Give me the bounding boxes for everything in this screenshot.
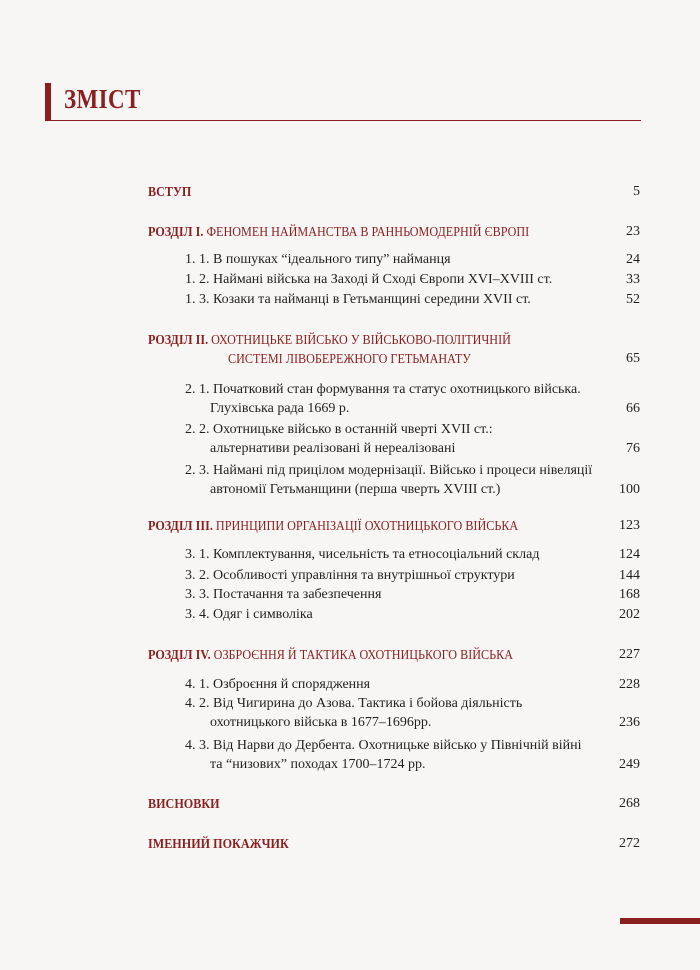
- toc-entry: [0, 694, 700, 714]
- toc-label: 3. 1. Комплектування, чисельність та етносоціальний склад: [185, 547, 540, 562]
- page-title: ЗМІСТ: [64, 84, 141, 114]
- toc-label: ВСТУП: [148, 184, 192, 199]
- toc-entry-line2: [0, 755, 700, 775]
- toc-label: РОЗДІЛ IV. ОЗБРОЄННЯ Й ТАКТИКА ОХОТНИЦЬКОГО ВІЙСЬКА: [148, 647, 513, 662]
- toc-label: ВИСНОВКИ: [148, 796, 220, 811]
- toc-entry: [0, 736, 700, 756]
- toc-page: 202: [619, 607, 640, 622]
- toc-label: 2. 3. Наймані під прицілом модернізації. Військо і процеси нівеляції: [185, 463, 593, 478]
- toc-entry: [0, 566, 700, 586]
- toc-entry-conclusions: [0, 794, 700, 814]
- toc-label: 4. 1. Озброєння й спорядження: [185, 677, 371, 692]
- toc-entry: [0, 585, 700, 605]
- toc-page: 228: [619, 677, 640, 692]
- toc-page: 24: [626, 252, 640, 267]
- toc-label: 2. 2. Охотницьке військо в останній чверті XVII ст.:: [185, 422, 493, 437]
- toc-label: ІМЕННИЙ ПОКАЖЧИК: [148, 836, 289, 851]
- toc-label: та “низових” походах 1700–1724 рр.: [210, 757, 426, 772]
- corner-accent-bar: [620, 918, 700, 924]
- toc-entry: [0, 380, 700, 400]
- toc-page: 52: [626, 292, 640, 307]
- toc-page: 144: [619, 568, 640, 583]
- toc-entry-line2: [0, 399, 700, 419]
- toc-page: 76: [626, 441, 640, 456]
- toc-page: 66: [626, 401, 640, 416]
- toc-entry-intro: [0, 182, 700, 202]
- toc-label: 3. 3. Постачання та забезпечення: [185, 587, 382, 602]
- toc-label: 2. 1. Початковий стан формування та статус охотницького війська.: [185, 382, 581, 397]
- toc-entry-chapter-4: [0, 645, 700, 665]
- toc-entry-index: [0, 834, 700, 854]
- toc-page: 227: [619, 647, 640, 662]
- toc-entry: [0, 675, 700, 695]
- title-accent-bar: [45, 83, 51, 120]
- toc-entry: [0, 290, 700, 310]
- toc-label: альтернативи реалізовані й нереалізовані: [210, 441, 456, 456]
- toc-label: 4. 2. Від Чигирина до Азова. Тактика і бойова діяльність: [185, 696, 523, 711]
- toc-page: 123: [619, 518, 640, 533]
- toc-label: Глухівська рада 1669 р.: [210, 401, 350, 416]
- toc-label: 3. 2. Особливості управління та внутрішньої структури: [185, 568, 515, 583]
- toc-label: СИСТЕМІ ЛІВОБЕРЕЖНОГО ГЕТЬМАНАТУ: [228, 351, 471, 366]
- toc-label: 4. 3. Від Нарви до Дербента. Охотницьке військо у Північній війні: [185, 738, 582, 753]
- toc-entry: [0, 605, 700, 625]
- toc-page: 168: [619, 587, 640, 602]
- toc-page: 124: [619, 547, 640, 562]
- toc-label: автономії Гетьманщини (перша чверть XVIII ст.): [210, 482, 501, 497]
- toc-page: 23: [626, 224, 640, 239]
- toc-entry-line2: [0, 480, 700, 500]
- toc-entry-chapter-3: [0, 516, 700, 536]
- toc-entry: [0, 420, 700, 440]
- toc-entry-chapter-1: [0, 222, 700, 242]
- toc-page: 236: [619, 715, 640, 730]
- toc-page: 249: [619, 757, 640, 772]
- toc-entry-chapter-2: [0, 330, 700, 350]
- toc-label: 1. 3. Козаки та найманці в Гетьманщині середини XVII ст.: [185, 292, 531, 307]
- title-underline: [45, 120, 641, 121]
- toc-label: 1. 1. В пошуках “ідеального типу” найманця: [185, 252, 451, 267]
- toc-page: 5: [633, 184, 640, 199]
- toc-label: РОЗДІЛ І. ФЕНОМЕН НАЙМАНСТВА В РАННЬОМОДЕРНІЙ ЄВРОПІ: [148, 224, 530, 239]
- toc-entry: [0, 545, 700, 565]
- toc-page: 272: [619, 836, 640, 851]
- toc-label: РОЗДІЛ ІІІ. ПРИНЦИПИ ОРГАНІЗАЦІЇ ОХОТНИЦЬКОГО ВІЙСЬКА: [148, 518, 519, 533]
- toc-entry: [0, 250, 700, 270]
- toc-entry: [0, 270, 700, 290]
- toc-page: 33: [626, 272, 640, 287]
- toc-entry-chapter-2-line2: [0, 349, 700, 369]
- toc-page: 268: [619, 796, 640, 811]
- toc-label: 3. 4. Одяг і символіка: [185, 607, 313, 622]
- toc-label: охотницького війська в 1677–1696рр.: [210, 715, 432, 730]
- toc-entry-line2: [0, 713, 700, 733]
- toc-label: РОЗДІЛ ІІ. ОХОТНИЦЬКЕ ВІЙСЬКО У ВІЙСЬКОВО-ПОЛІТИЧНІЙ: [148, 332, 511, 347]
- toc-label: 1. 2. Наймані війська на Заході й Сході Європи XVI–XVIII ст.: [185, 272, 553, 287]
- toc-page: 100: [619, 482, 640, 497]
- toc-page: 65: [626, 351, 640, 366]
- toc-entry: [0, 461, 700, 481]
- toc-entry-line2: [0, 439, 700, 459]
